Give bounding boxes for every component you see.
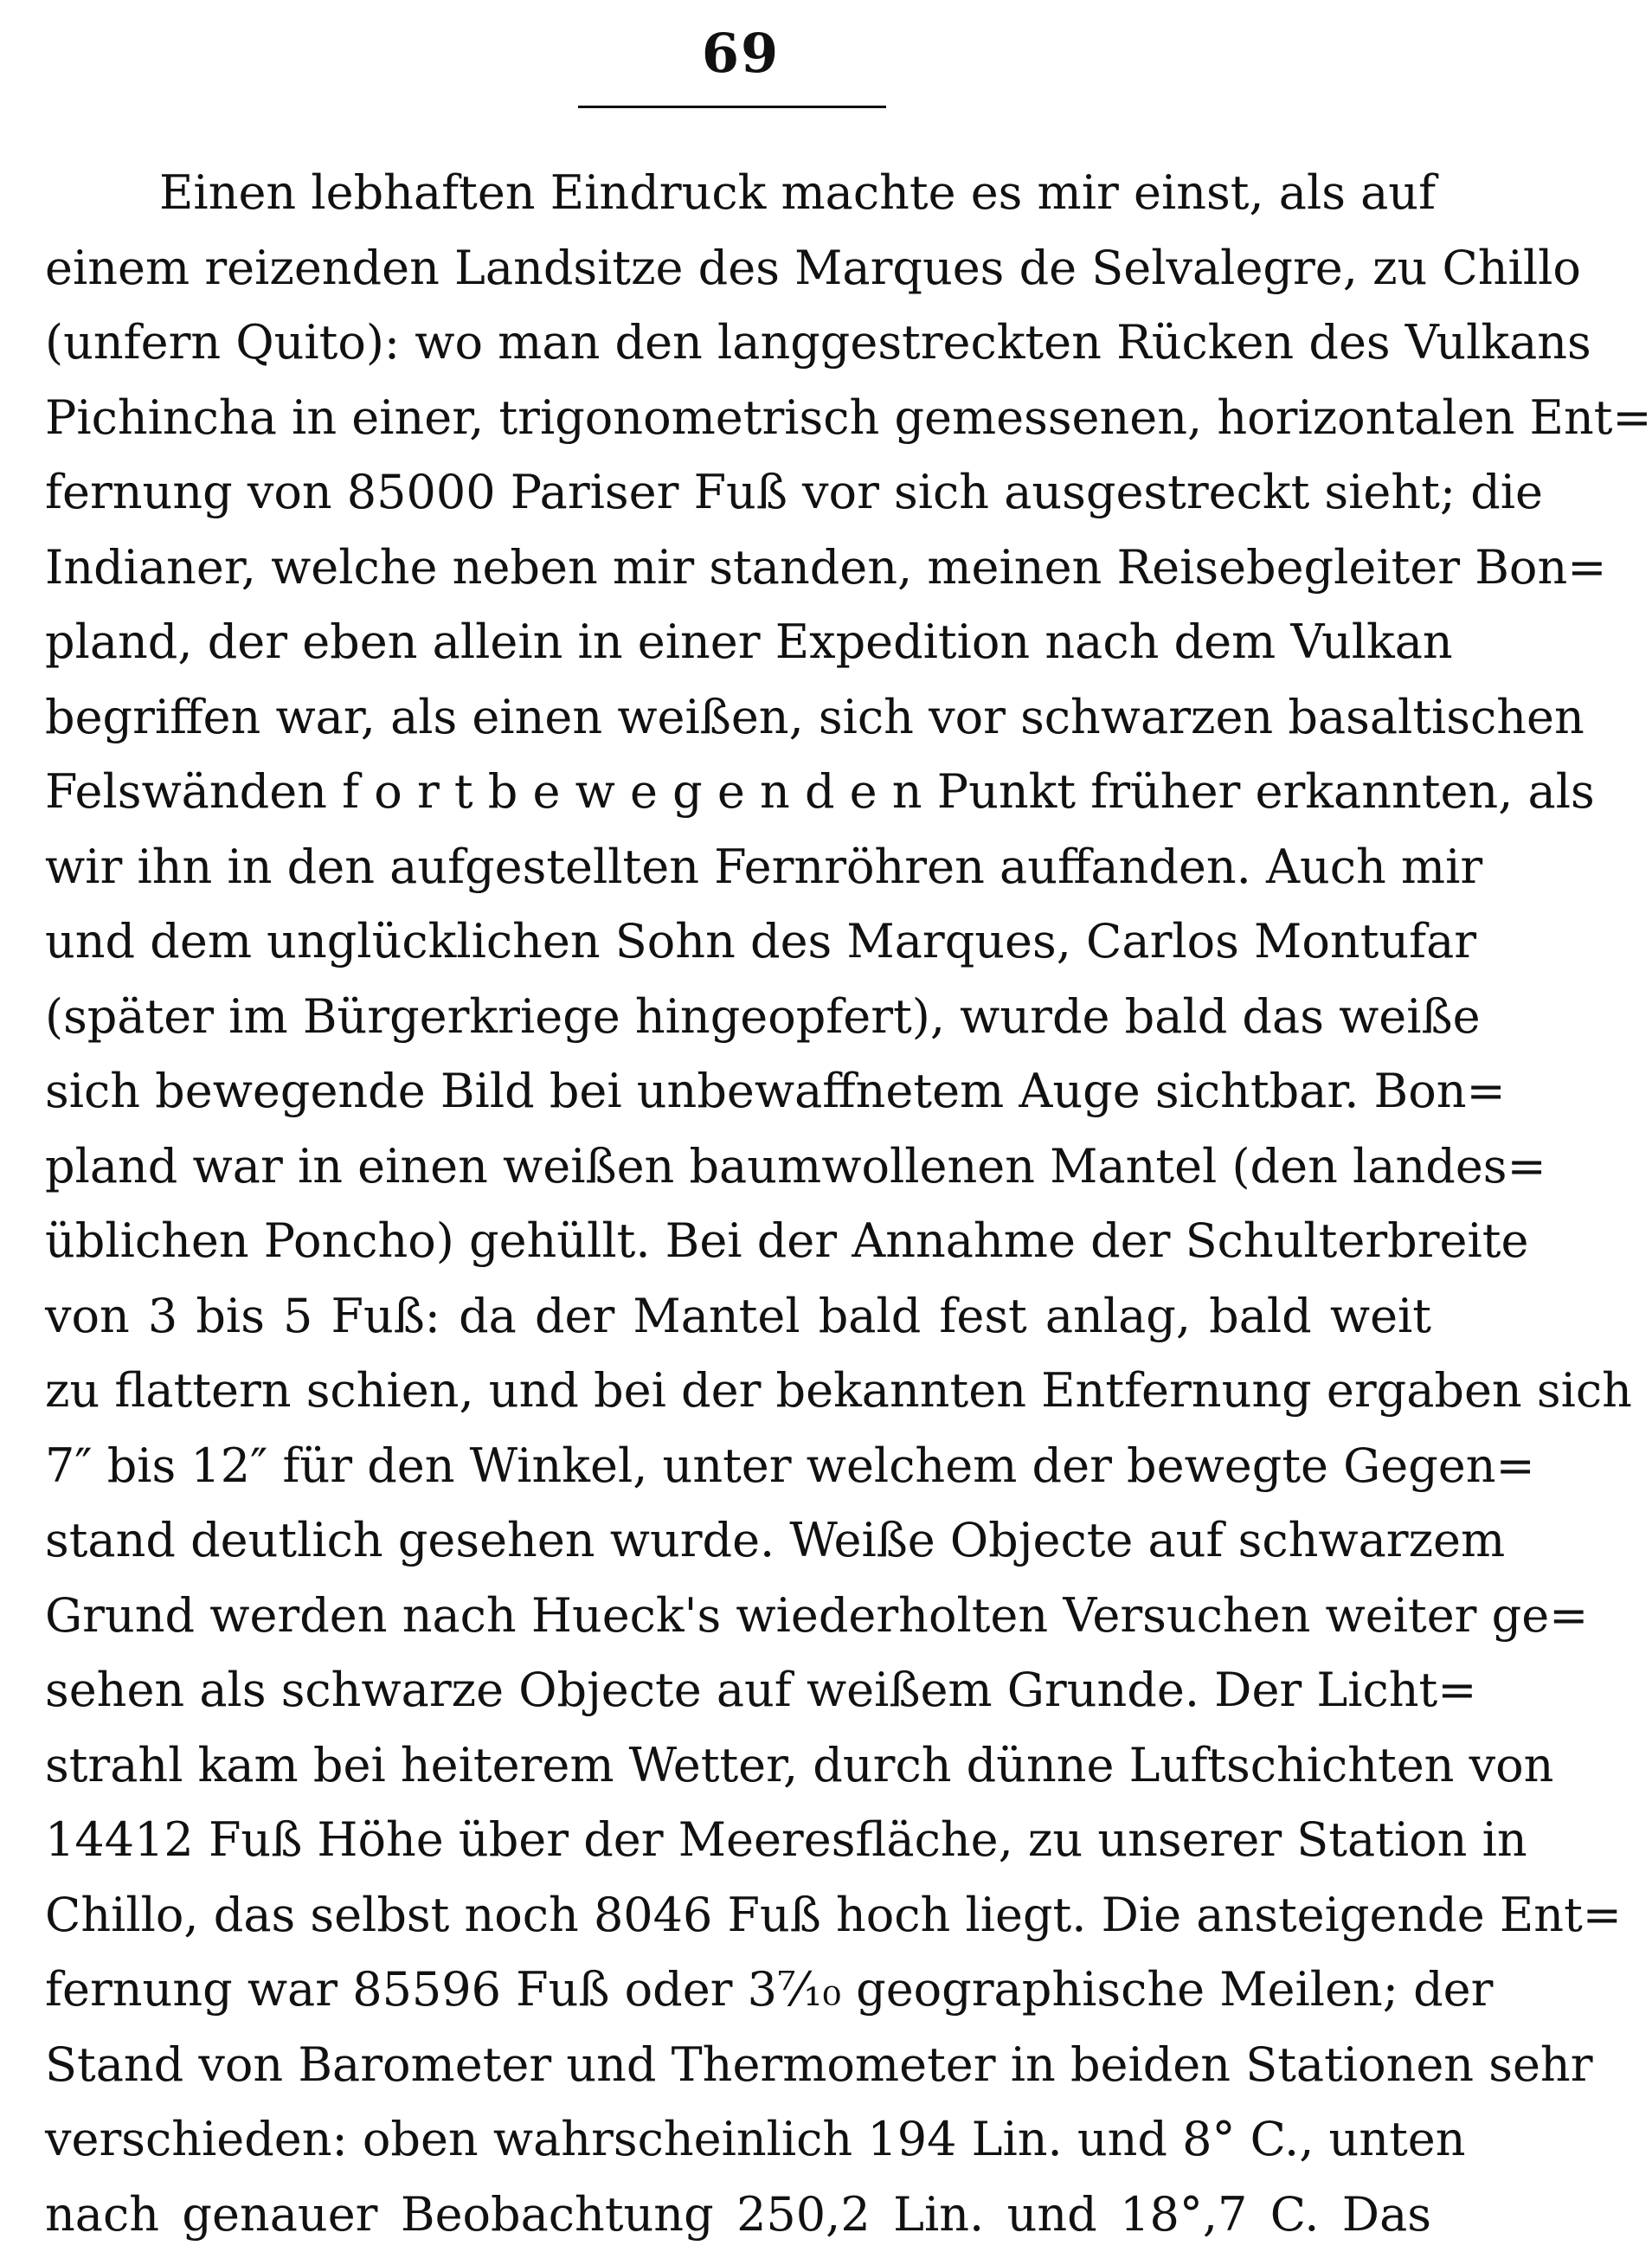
text-line: pland war in einen weißen baumwollenen Mantel (den landes= — [45, 1129, 1431, 1205]
text-line: strahl kam bei heiterem Wetter, durch dünne Luftschichten von — [45, 1728, 1431, 1804]
text-line: (unfern Quito): wo man den langgestreckten Rücken des Vulkans — [45, 306, 1431, 381]
text-line: Indianer, welche neben mir standen, meinen Reisebegleiter Bon= — [45, 531, 1431, 606]
text-line: sich bewegende Bild bei unbewaffnetem Auge sichtbar. Bon= — [45, 1054, 1431, 1129]
text-line: Chillo, das selbst noch 8046 Fuß hoch liegt. Die ansteigende Ent= — [45, 1878, 1431, 1953]
text-line: Felswänden f o r t b e w e g e n d e n Punkt früher erkannten, als — [45, 755, 1431, 830]
text-line: begriffen war, als einen weißen, sich vor schwarzen basaltischen — [45, 680, 1431, 756]
body-text — [45, 156, 1431, 2252]
text-line: zu flattern schien, und bei der bekannten Entfernung ergaben sich — [45, 1354, 1431, 1429]
text-line: üblichen Poncho) gehüllt. Bei der Annahme der Schulterbreite — [45, 1204, 1431, 1279]
text-line: 14412 Fuß Höhe über der Meeresfläche, zu unserer Station in — [45, 1803, 1431, 1878]
text-line: sehen als schwarze Objecte auf weißem Grunde. Der Licht= — [45, 1653, 1431, 1728]
text-line: von 3 bis 5 Fuß: da der Mantel bald fest anlag, bald weit — [45, 1279, 1431, 1354]
page-number: 69 — [0, 19, 1482, 88]
text-line: wir ihn in den aufgestellten Fernröhren auffanden. Auch mir — [45, 830, 1431, 905]
text-line: einem reizenden Landsitze des Marques de Selvalegre, zu Chillo — [45, 231, 1431, 306]
text-line: fernung war 85596 Fuß oder 3⁷⁄₁₀ geographische Meilen; der — [45, 1953, 1431, 2028]
text-line: nach genauer Beobachtung 250,2 Lin. und 18°,7 C. Das — [45, 2178, 1431, 2252]
text-line: (später im Bürgerkriege hingeopfert), wurde bald das weiße — [45, 980, 1431, 1055]
text-line: pland, der eben allein in einer Expedition nach dem Vulkan — [45, 605, 1431, 680]
text-line: Einen lebhaften Eindruck machte es mir einst, als auf — [45, 156, 1431, 231]
text-line: Pichincha in einer, trigonometrisch gemessenen, horizontalen Ent= — [45, 381, 1431, 456]
text-line: und dem unglücklichen Sohn des Marques, Carlos Montufar — [45, 904, 1431, 980]
text-line: stand deutlich gesehen wurde. Weiße Objecte auf schwarzem — [45, 1503, 1431, 1579]
text-line: Grund werden nach Hueck's wiederholten Versuchen weiter ge= — [45, 1579, 1431, 1654]
text-line: Stand von Barometer und Thermometer in beiden Stationen sehr — [45, 2028, 1431, 2103]
text-line: fernung von 85000 Pariser Fuß vor sich ausgestreckt sieht; die — [45, 455, 1431, 531]
header-rule — [578, 106, 886, 108]
text-line: 7″ bis 12″ für den Winkel, unter welchem der bewegte Gegen= — [45, 1429, 1431, 1504]
text-line: verschieden: oben wahrscheinlich 194 Lin. und 8° C., unten — [45, 2102, 1431, 2178]
